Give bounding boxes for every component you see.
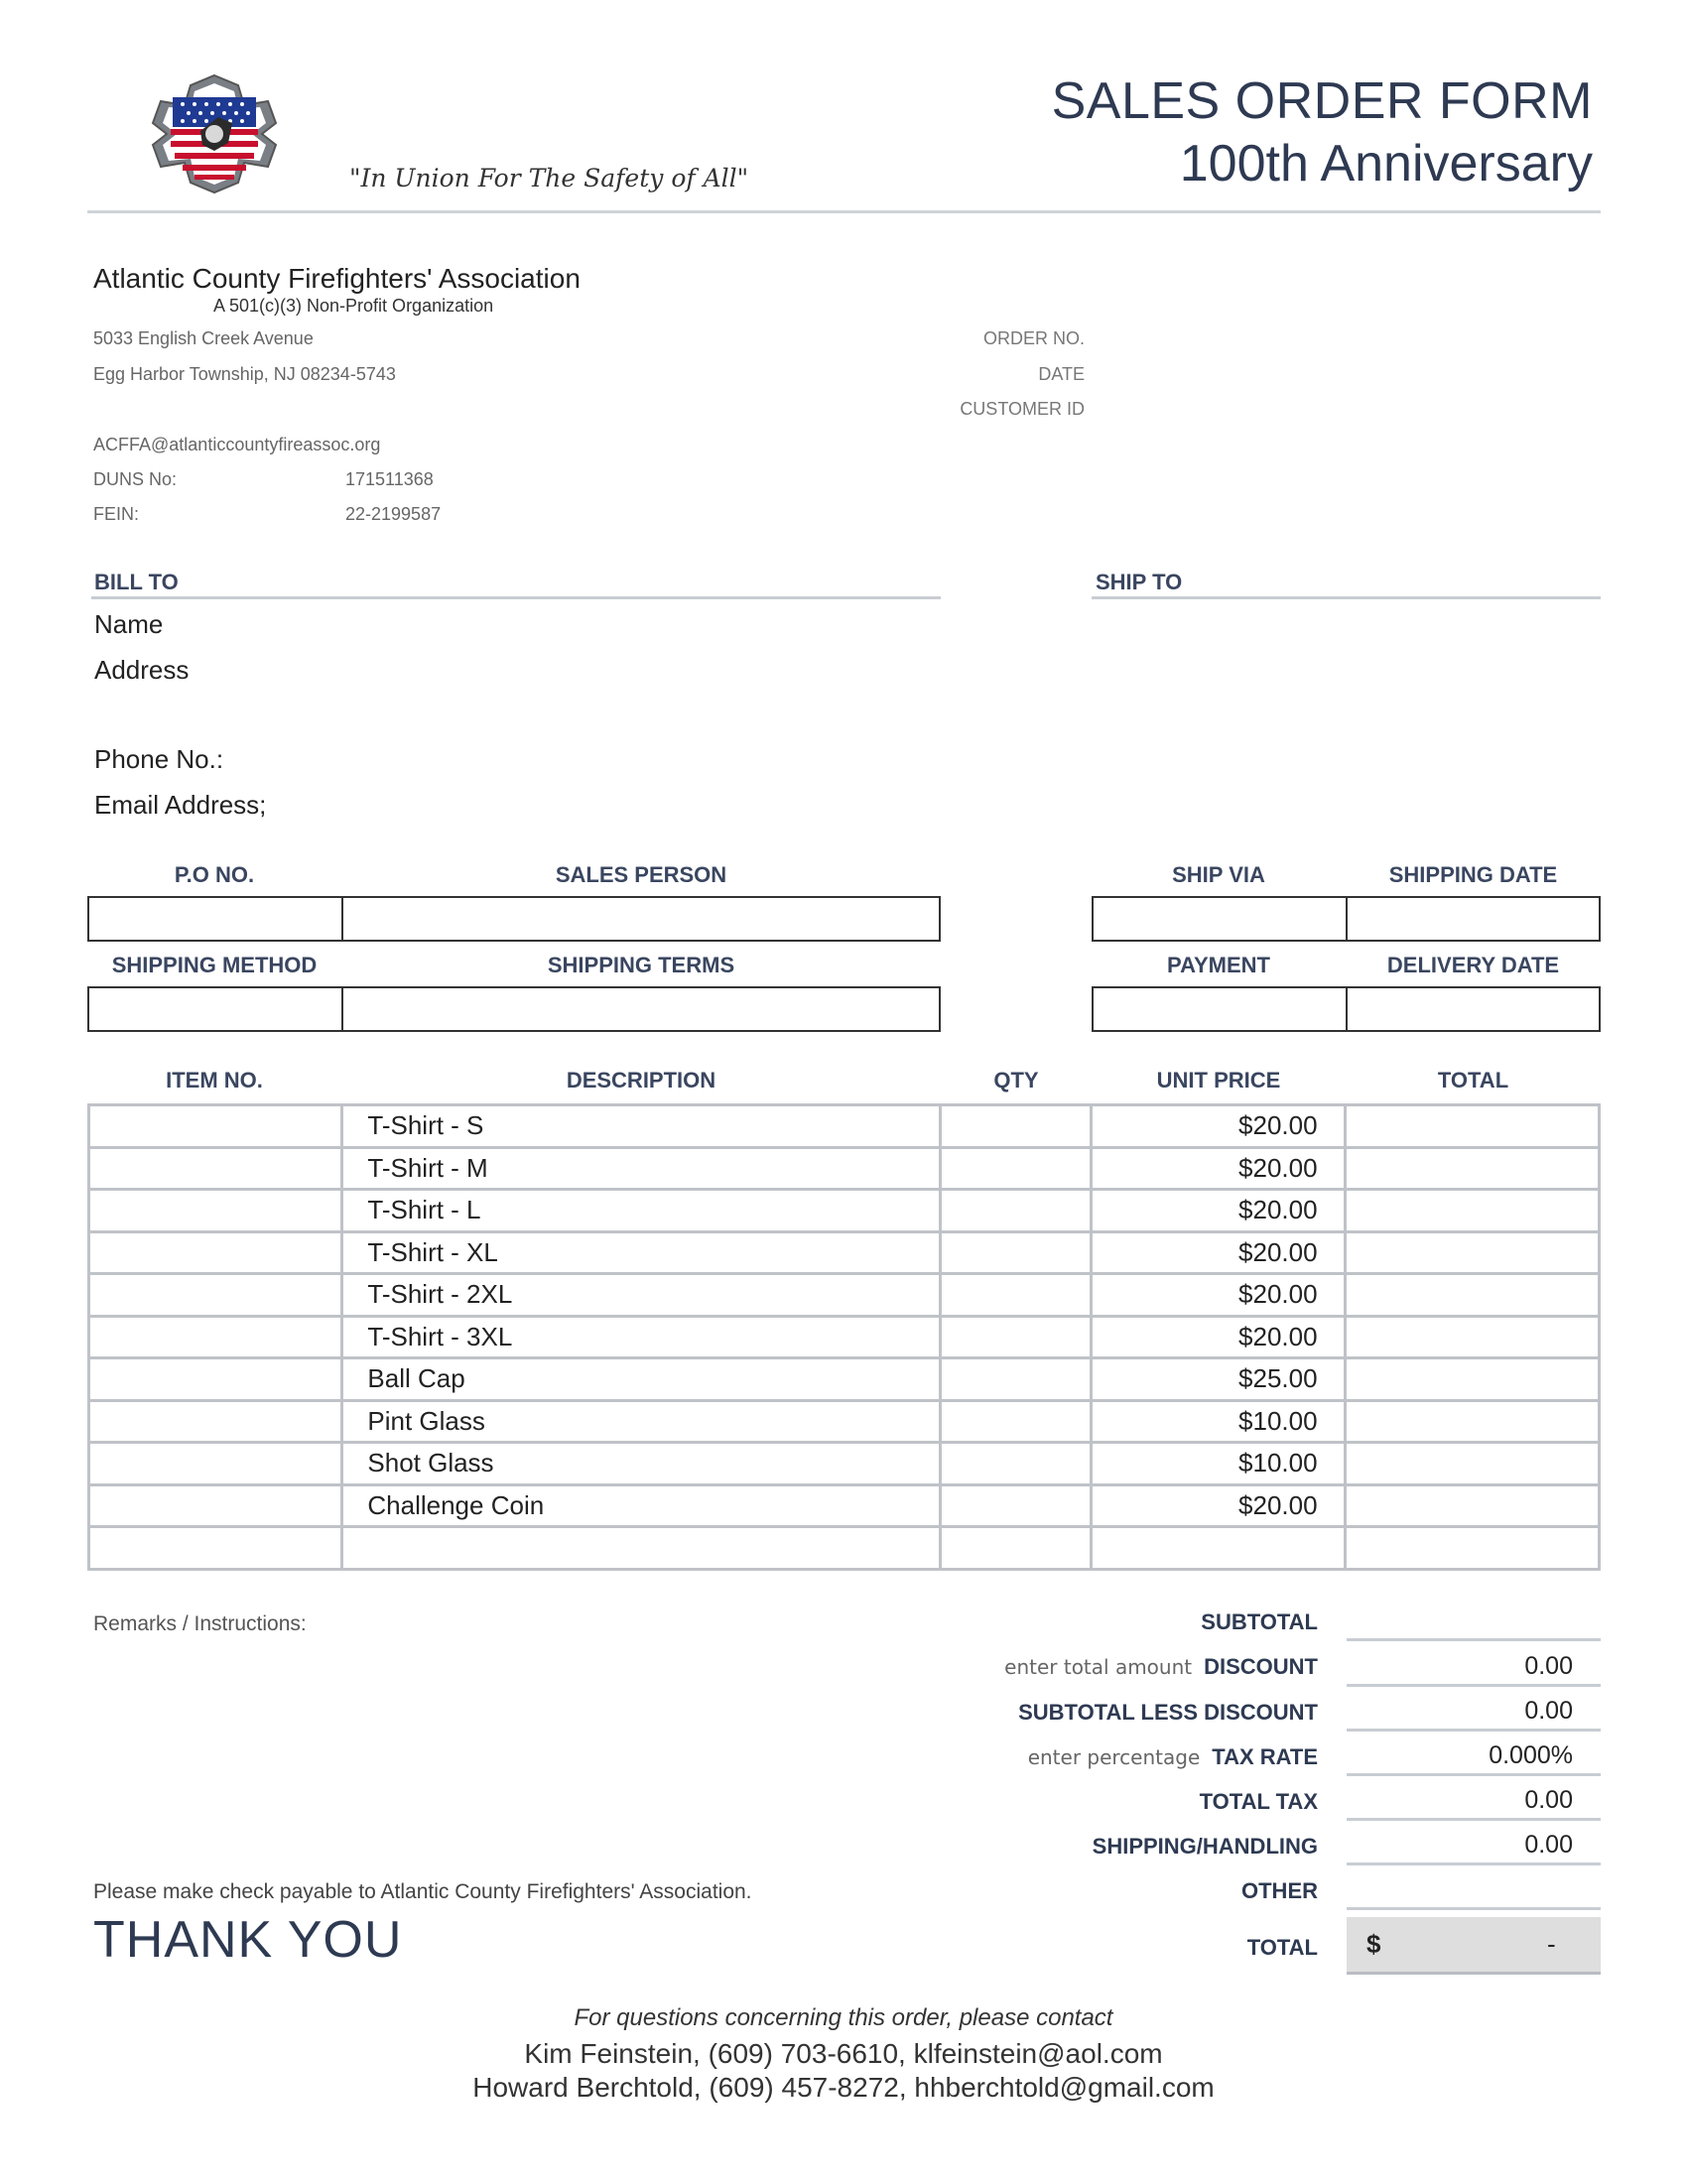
unit-price-cell: $20.00 [1091, 1316, 1345, 1358]
line-total-cell [1345, 1358, 1599, 1401]
line-total-cell [1345, 1231, 1599, 1274]
line-total-cell [1345, 1484, 1599, 1527]
line-total-cell [1345, 1147, 1599, 1190]
table-row [89, 1105, 1600, 1148]
table-row [89, 1443, 1600, 1485]
qty-cell[interactable] [941, 1484, 1092, 1527]
org-address-2: Egg Harbor Township, NJ 08234-5743 [93, 364, 396, 384]
ship-via-header: SHIP VIA [1172, 862, 1265, 887]
qty-cell[interactable] [941, 1274, 1092, 1317]
payment-field[interactable] [1092, 986, 1348, 1032]
table-row [89, 1316, 1600, 1358]
line-total-cell [1345, 1400, 1599, 1443]
subtotal-less-discount-value: 0.00 [1347, 1690, 1601, 1732]
tax-rate-value[interactable]: 0.000% [1347, 1734, 1601, 1776]
shipping-terms-field[interactable] [341, 986, 941, 1032]
sales-person-field[interactable] [341, 896, 941, 942]
description-cell: Challenge Coin [342, 1484, 941, 1527]
item-no-cell[interactable] [89, 1147, 342, 1190]
table-row [89, 1484, 1600, 1527]
org-address-1: 5033 English Creek Avenue [93, 328, 314, 348]
unit-price-cell: $20.00 [1091, 1147, 1345, 1190]
maltese-cross-flag-logo-icon [149, 71, 280, 196]
bill-to-name-label: Name [94, 609, 164, 639]
item-no-cell[interactable] [89, 1400, 342, 1443]
shipping-date-field[interactable] [1346, 896, 1601, 942]
item-no-header: ITEM NO. [166, 1068, 263, 1092]
shipping-handling-value[interactable]: 0.00 [1347, 1824, 1601, 1865]
shipping-handling-label: SHIPPING/HANDLING [1092, 1834, 1318, 1859]
unit-price-cell[interactable] [1091, 1527, 1345, 1570]
unit-price-cell: $20.00 [1091, 1484, 1345, 1527]
description-cell: T-Shirt - 2XL [342, 1274, 941, 1317]
sales-person-header: SALES PERSON [555, 862, 727, 887]
date-label: DATE [1038, 364, 1085, 384]
ship-to-heading: SHIP TO [1096, 570, 1183, 594]
total-header: TOTAL [1437, 1068, 1509, 1092]
discount-hint: enter total amount [1004, 1655, 1193, 1679]
unit-price-cell: $20.00 [1091, 1190, 1345, 1232]
qty-cell[interactable] [941, 1316, 1092, 1358]
delivery-date-field[interactable] [1346, 986, 1601, 1032]
discount-value[interactable]: 0.00 [1347, 1645, 1601, 1687]
line-total-cell [1345, 1443, 1599, 1485]
form-subtitle: 100th Anniversary [1179, 135, 1593, 193]
fein-value: 22-2199587 [345, 504, 442, 524]
header-divider [87, 210, 1601, 213]
ship-to-divider [1092, 596, 1601, 599]
po-no-header: P.O NO. [174, 862, 255, 887]
description-cell: T-Shirt - XL [342, 1231, 941, 1274]
contact-intro: For questions concerning this order, please contact [574, 2004, 1113, 2031]
duns-label: DUNS No: [93, 469, 178, 489]
unit-price-cell: $10.00 [1091, 1443, 1345, 1485]
discount-label: DISCOUNT [1204, 1654, 1318, 1679]
grand-total-value: - [1547, 1929, 1556, 1959]
tax-rate-hint: enter percentage [1027, 1745, 1201, 1769]
shipping-method-header: SHIPPING METHOD [111, 953, 318, 977]
bill-to-divider [91, 596, 941, 599]
total-tax-value: 0.00 [1347, 1779, 1601, 1821]
item-no-cell[interactable] [89, 1358, 342, 1401]
qty-cell[interactable] [941, 1190, 1092, 1232]
table-row [89, 1231, 1600, 1274]
description-cell: Pint Glass [342, 1400, 941, 1443]
table-row [89, 1358, 1600, 1401]
item-no-cell[interactable] [89, 1484, 342, 1527]
unit-price-cell: $20.00 [1091, 1105, 1345, 1148]
table-row [89, 1400, 1600, 1443]
tax-rate-label: TAX RATE [1212, 1744, 1318, 1769]
bill-to-address-label: Address [94, 655, 190, 685]
description-cell: T-Shirt - 3XL [342, 1316, 941, 1358]
description-cell: T-Shirt - M [342, 1147, 941, 1190]
delivery-date-header: DELIVERY DATE [1386, 953, 1560, 977]
description-cell[interactable] [342, 1527, 941, 1570]
discount-row [1004, 1654, 1318, 1680]
bill-to-phone-label: Phone No.: [94, 744, 224, 774]
line-total-cell [1345, 1190, 1599, 1232]
currency-symbol: $ [1366, 1929, 1381, 1959]
subtotal-value [1347, 1600, 1601, 1641]
unit-price-cell: $10.00 [1091, 1400, 1345, 1443]
subtotal-label: SUBTOTAL [1201, 1609, 1318, 1634]
table-row [89, 1147, 1600, 1190]
unit-price-header: UNIT PRICE [1156, 1068, 1281, 1092]
org-email: ACFFA@atlanticcountyfireassoc.org [93, 435, 381, 454]
org-subtitle: A 501(c)(3) Non-Profit Organization [213, 296, 494, 316]
unit-price-cell: $20.00 [1091, 1231, 1345, 1274]
item-no-cell[interactable] [89, 1274, 342, 1317]
line-total-cell [1345, 1105, 1599, 1148]
payable-note: Please make check payable to Atlantic County Firefighters' Association. [93, 1880, 752, 1903]
qty-cell[interactable] [941, 1527, 1092, 1570]
table-row [89, 1527, 1600, 1570]
description-cell: Ball Cap [342, 1358, 941, 1401]
thank-you-text: THANK YOU [93, 1911, 403, 1969]
description-cell: T-Shirt - S [342, 1105, 941, 1148]
line-total-cell [1345, 1274, 1599, 1317]
motto: "In Union For The Safety of All" [349, 164, 749, 193]
other-value[interactable] [1347, 1868, 1601, 1910]
subtotal-less-discount-label: SUBTOTAL LESS DISCOUNT [1018, 1700, 1318, 1725]
qty-header: QTY [993, 1068, 1039, 1092]
item-no-cell[interactable] [89, 1231, 342, 1274]
ship-via-field[interactable] [1092, 896, 1348, 942]
shipping-date-header: SHIPPING DATE [1388, 862, 1558, 887]
qty-cell[interactable] [941, 1147, 1092, 1190]
items-table [87, 1103, 1601, 1571]
customer-id-label: CUSTOMER ID [960, 399, 1085, 419]
grand-total-label: TOTAL [1246, 1935, 1318, 1960]
qty-cell[interactable] [941, 1105, 1092, 1148]
table-row [89, 1274, 1600, 1317]
payment-header: PAYMENT [1167, 953, 1270, 977]
item-no-cell[interactable] [89, 1527, 342, 1570]
remarks-label: Remarks / Instructions: [93, 1612, 307, 1635]
qty-cell[interactable] [941, 1400, 1092, 1443]
org-name: Atlantic County Firefighters' Association [93, 263, 581, 294]
tax-rate-row [1028, 1744, 1318, 1770]
total-tax-label: TOTAL TAX [1199, 1789, 1318, 1814]
fein-label: FEIN: [93, 504, 140, 524]
qty-cell[interactable] [941, 1358, 1092, 1401]
line-total-cell [1345, 1316, 1599, 1358]
qty-cell[interactable] [941, 1231, 1092, 1274]
item-no-cell[interactable] [89, 1190, 342, 1232]
item-no-cell[interactable] [89, 1105, 342, 1148]
shipping-terms-header: SHIPPING TERMS [547, 953, 735, 977]
other-label: OTHER [1241, 1878, 1318, 1903]
unit-price-cell: $20.00 [1091, 1274, 1345, 1317]
line-total-cell [1345, 1527, 1599, 1570]
bill-to-heading: BILL TO [94, 570, 179, 594]
table-row [89, 1190, 1600, 1232]
order-no-label: ORDER NO. [982, 328, 1085, 348]
contact-line-2: Howard Berchtold, (609) 457-8272, hhberchtold@gmail.com [472, 2072, 1215, 2103]
description-header: DESCRIPTION [566, 1068, 716, 1092]
item-no-cell[interactable] [89, 1316, 342, 1358]
form-title: SALES ORDER FORM [1051, 72, 1593, 130]
description-cell: Shot Glass [342, 1443, 941, 1485]
qty-cell[interactable] [941, 1443, 1092, 1485]
contact-line-1: Kim Feinstein, (609) 703-6610, klfeinstein@aol.com [524, 2038, 1163, 2069]
description-cell: T-Shirt - L [342, 1190, 941, 1232]
unit-price-cell: $25.00 [1091, 1358, 1345, 1401]
duns-value: 171511368 [345, 469, 434, 489]
item-no-cell[interactable] [89, 1443, 342, 1485]
po-no-field[interactable] [87, 896, 343, 942]
shipping-method-field[interactable] [87, 986, 343, 1032]
bill-to-email-label: Email Address; [94, 790, 267, 820]
grand-total-cell [1347, 1917, 1601, 1975]
